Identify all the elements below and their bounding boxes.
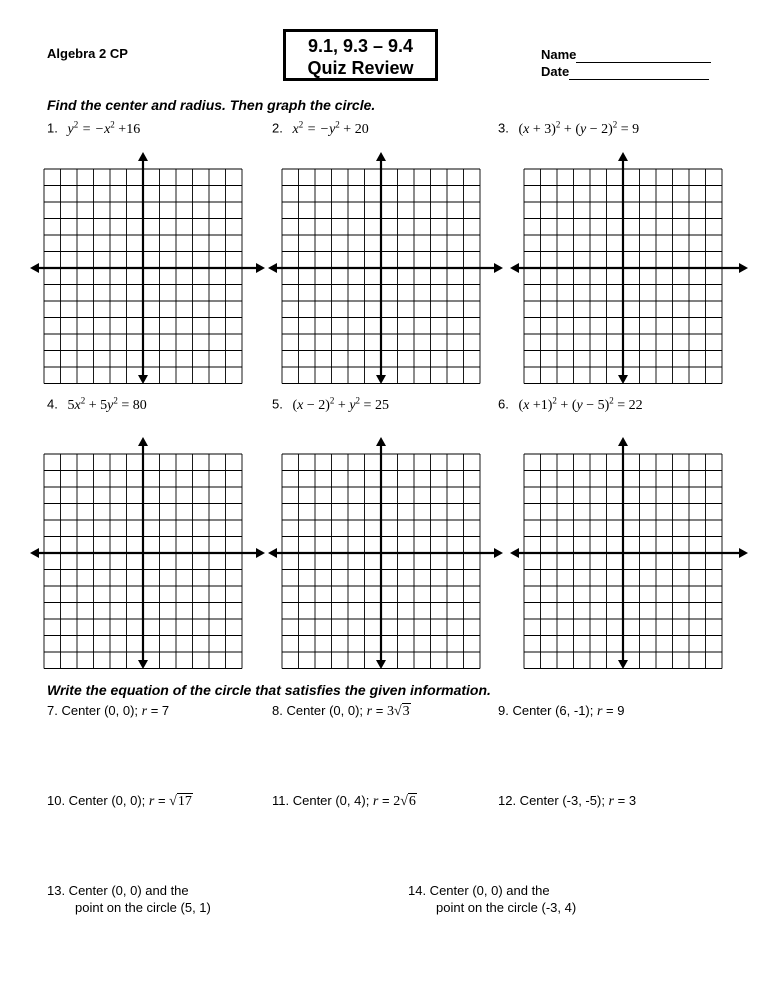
problem-9 [498,703,624,720]
problem-number: 6. [498,396,509,412]
radical-coefficient: 3 [386,704,394,719]
problem-text: 9. Center (6, -1); [498,703,597,718]
problem-number: 1. [47,120,58,136]
arrow-up-icon [376,152,386,161]
problem-7 [47,703,169,720]
coordinate-grid-2[interactable] [268,152,503,384]
problem-13 [47,882,211,916]
problem-6 [498,395,643,414]
section2-instruction: Write the equation of the circle that satisfies the given information. [47,682,491,698]
equals-sign: = [154,793,170,808]
problem-10 [47,793,193,810]
sqrt-icon: √ [169,794,177,809]
radius-value: = 9 [602,703,625,718]
problem-8 [272,703,411,720]
problem-equation: $(x +1)^2 + (y - 5)^2 = 22$ [518,395,643,413]
arrow-left-icon [268,548,277,558]
radius-var: r [141,704,148,719]
problem-2 [272,119,369,138]
problem-text: 12. Center (-3, -5); [498,793,609,808]
problem-text: 11. Center (0, 4); [272,793,373,808]
problem-line-1: 13. Center (0, 0) and the [47,883,189,898]
arrow-right-icon [739,548,748,558]
arrow-down-icon [618,660,628,669]
radius-value: = 7 [147,703,170,718]
problem-text: 8. Center (0, 0); [272,703,367,718]
radicand: 6 [408,794,416,809]
problem-line-2: point on the circle (5, 1) [75,900,211,915]
sqrt-icon: √ [393,704,402,719]
problem-4 [47,395,147,414]
name-date-block [541,46,711,80]
coordinate-grid-4[interactable] [30,437,265,669]
arrow-down-icon [138,375,148,384]
course-label: Algebra 2 CP [47,46,128,61]
title-box [283,29,438,81]
arrow-down-icon [138,660,148,669]
problem-number: 2. [272,120,283,136]
title-line-1: 9.1, 9.3 – 9.4 [307,36,414,56]
arrow-down-icon [618,375,628,384]
arrow-left-icon [510,263,519,273]
title-line-2: Quiz Review [307,58,414,78]
coordinate-grid-1[interactable] [30,152,265,384]
arrow-left-icon [30,263,39,273]
arrow-right-icon [739,263,748,273]
problem-line-2: point on the circle (-3, 4) [436,900,577,915]
radical-coefficient: 2 [393,794,401,809]
arrow-down-icon [376,660,386,669]
radicand: 3 [402,704,410,719]
name-label: Name [541,47,577,62]
problem-number: 3. [498,120,509,136]
radius-var: r [608,794,614,809]
problem-equation: $(x + 3)^2 + (y - 2)^2 = 9$ [518,119,640,137]
problem-equation: $x^2 = -y^2 + 20$ [292,119,369,137]
section1-instruction: Find the center and radius. Then graph the circle. [47,97,376,113]
arrow-left-icon [30,548,39,558]
radius-var: r [366,704,373,719]
arrow-right-icon [494,548,503,558]
problem-11 [272,793,417,810]
arrow-left-icon [268,263,277,273]
arrow-up-icon [376,437,386,446]
arrow-up-icon [138,152,148,161]
problem-3 [498,119,639,138]
equals-sign: = [378,793,394,808]
problem-number: 4. [47,396,58,412]
radius-var: r [148,794,155,809]
arrow-left-icon [510,548,519,558]
radicand: 17 [177,794,192,809]
problem-14 [408,882,576,916]
arrow-right-icon [256,548,265,558]
coordinate-grid-5[interactable] [268,437,503,669]
radius-var: r [372,794,379,809]
radius-var: r [596,704,603,719]
arrow-up-icon [618,437,628,446]
problem-5 [272,395,389,414]
name-line[interactable] [576,50,711,63]
arrow-right-icon [494,263,503,273]
problem-text: 7. Center (0, 0); [47,703,142,718]
problem-12 [498,793,636,810]
arrow-down-icon [376,375,386,384]
arrow-up-icon [618,152,628,161]
problem-text: 10. Center (0, 0); [47,793,149,808]
arrow-up-icon [138,437,148,446]
problem-line-1: 14. Center (0, 0) and the [408,883,550,898]
problem-equation: $(x - 2)^2 + y^2 = 25$ [292,395,389,413]
problem-equation: $5x^2 + 5y^2 = 80$ [67,395,147,413]
problem-equation: $y^2 = -x^2 +16$ [67,119,141,137]
date-line[interactable] [569,67,709,80]
radius-value: = 3 [614,793,637,808]
arrow-right-icon [256,263,265,273]
problem-1 [47,119,140,138]
problem-number: 5. [272,396,283,412]
sqrt-icon: √ [400,794,408,809]
coordinate-grid-6[interactable] [510,437,748,669]
equals-sign: = [372,703,387,718]
date-label: Date [541,64,570,79]
coordinate-grid-3[interactable] [510,152,748,384]
